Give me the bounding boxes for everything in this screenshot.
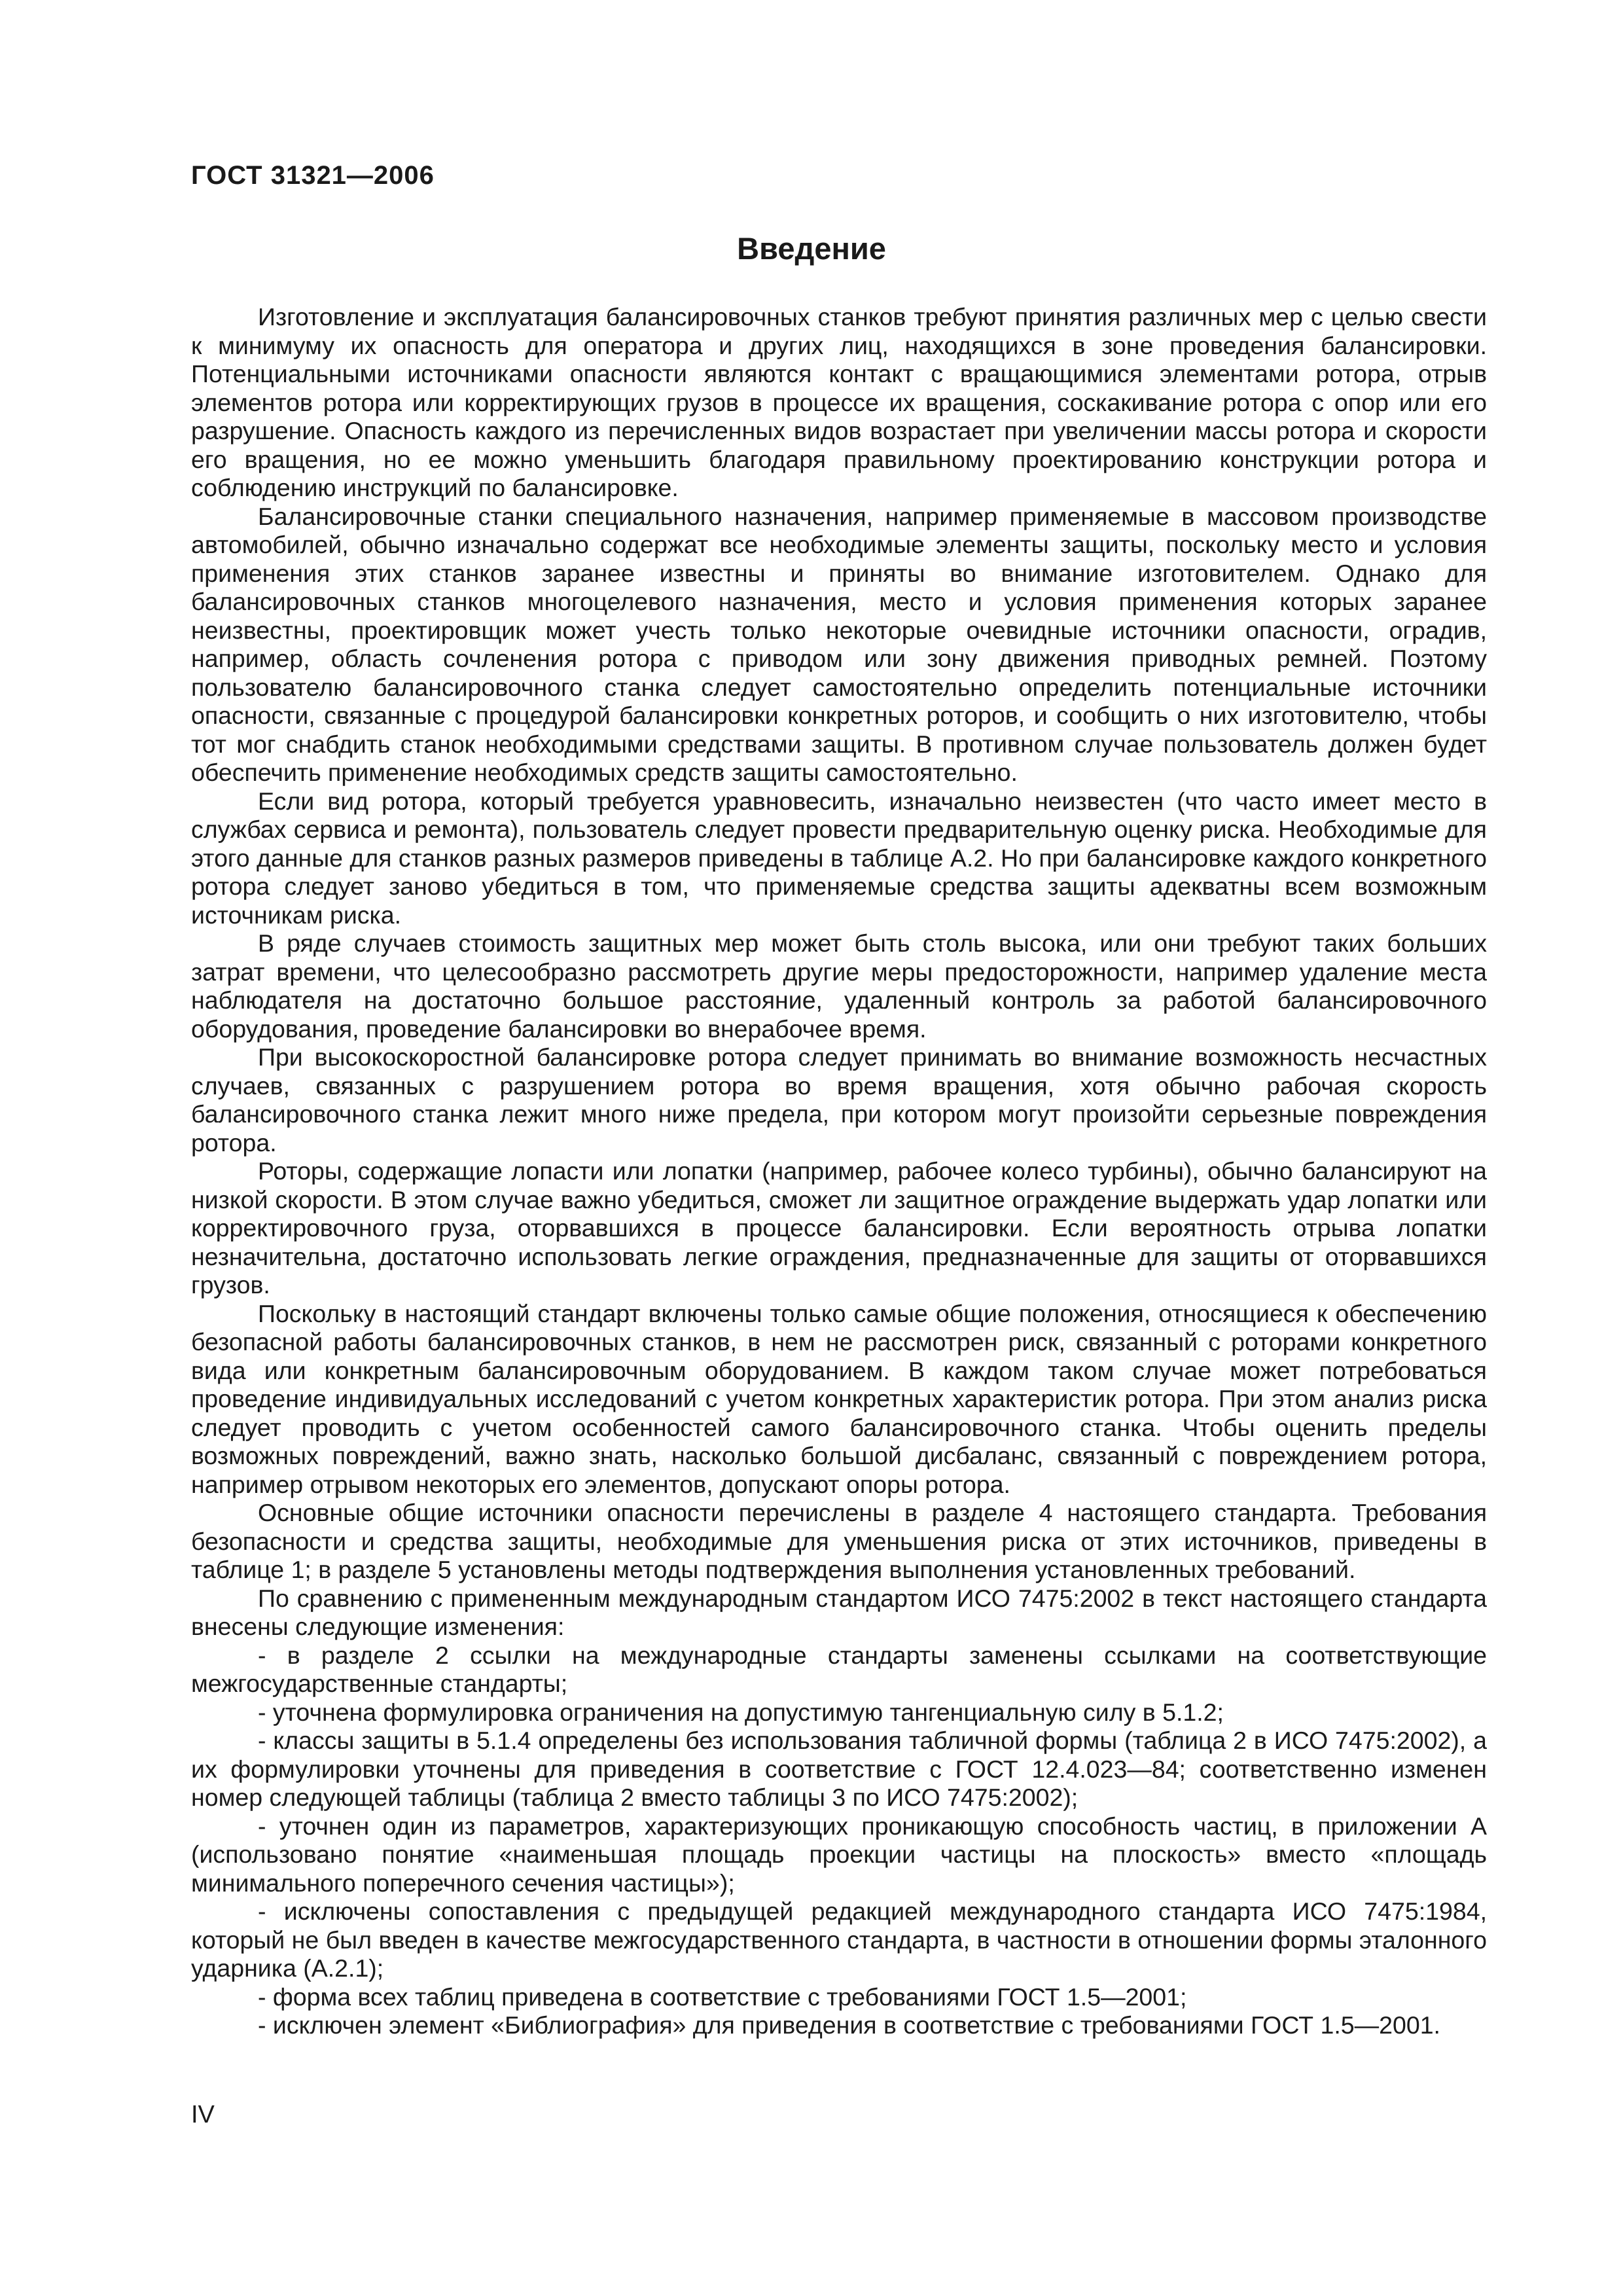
list-item: - уточнена формулировка ограничения на допустимую тангенциальную силу в 5.1.2; [258,1698,1224,1726]
list-item: - классы защиты в 5.1.4 определены без использования табличной формы (таблица 2 в ИСО 7475:2002), а их формулировки уточнены для приведения в соответствие с ГОСТ 12.4.023—84; соответственно изменен номер следующей таблицы (таблица 2 вместо таблицы 3 по ИСО 7475:2002); [191,1727,1487,1811]
paragraph: Если вид ротора, который требуется уравновесить, изначально неизвестен (что часто имеет место в службах сервиса и ремонта), пользователь следует провести предварительную оценку риска. Необходимые для этого данные для станков разных размеров приведены в таблице А.2. Но при балансировке каждого конкретного ротора следует заново убедиться в том, что применяемые средства защиты адекватны всем возможным источникам риска. [191,787,1487,929]
document-standard-code: ГОСТ 31321—2006 [191,161,435,190]
list-item: - форма всех таблиц приведена в соответствие с требованиями ГОСТ 1.5—2001; [258,1982,1187,2011]
paragraph: В ряде случаев стоимость защитных мер может быть столь высока, или они требуют таких больших затрат времени, что целесообразно рассмотреть другие меры предосторожности, например удаление места наблюдателя на достаточно большое расстояние, удаленный контроль за работой балансировочного оборудования, проведение балансировки во внерабочее время. [191,929,1487,1043]
list-item: - исключен элемент «Библиография» для приведения в соответствие с требованиями ГОСТ 1.5—2001. [258,2011,1440,2039]
paragraph: При высокоскоростной балансировке ротора следует принимать во внимание возможность несчастных случаев, связанных с разрушением ротора во время вращения, хотя обычно рабочая скорость балансировочного станка лежит много ниже предела, при котором могут произойти серьезные повреждения ротора. [191,1043,1487,1157]
paragraph: Балансировочные станки специального назначения, например применяемые в массовом производстве автомобилей, обычно изначально содержат все необходимые элементы защиты, поскольку место и условия применения этих станков заранее известны и приняты во внимание изготовителем. Однако для балансировочных станков многоцелевого назначения, место и условия применения которых заранее неизвестны, проектировщик может учесть только некоторые очевидные источники опасности, оградив, например, область сочленения ротора с приводом или зону движения приводных ремней. Поэтому пользователю балансировочного станка следует самостоятельно определить потенциальные источники опасности, связанные с процедурой балансировки конкретных роторов, и сообщить о них изготовителю, чтобы тот мог снабдить станок необходимыми средствами защиты. В противном случае пользователь должен будет обеспечить применение необходимых средств защиты самостоятельно. [191,502,1487,786]
list-item: - в разделе 2 ссылки на международные стандарты заменены ссылками на соответствующие межгосударственные стандарты; [191,1641,1487,1697]
paragraph: По сравнению с примененным международным стандартом ИСО 7475:2002 в текст настоящего стандарта внесены следующие изменения: [191,1584,1487,1640]
paragraph: Роторы, содержащие лопасти или лопатки (например, рабочее колесо турбины), обычно балансируют на низкой скорости. В этом случае важно убедиться, сможет ли защитное ограждение выдержать удар лопатки или корректировочного груза, оторвавшихся в процессе балансировки. Если вероятность отрыва лопатки незначительна, достаточно использовать легкие ограждения, предназначенные для защиты от оторвавшихся грузов. [191,1157,1487,1299]
list-item: - уточнен один из параметров, характеризующих проникающую способность частиц, в приложении А (использовано понятие «наименьшая площадь проекции частицы на плоскость» вместо «площадь минимального поперечного сечения частицы»); [191,1812,1487,1897]
section-title: Введение [737,231,886,266]
list-item: - исключены сопоставления с предыдущей редакцией международного стандарта ИСО 7475:1984, который не был введен в качестве межгосударственного стандарта, в частности в отношении формы эталонного ударника (А.2.1); [191,1897,1487,1982]
paragraph: Изготовление и эксплуатация балансировочных станков требуют принятия различных мер с целью свести к минимуму их опасность для оператора и других лиц, находящихся в зоне проведения балансировки. Потенциальными источниками опасности являются контакт с вращающимися элементами ротора, отрыв элементов ротора или корректирующих грузов в процессе их вращения, соскакивание ротора с опор или его разрушение. Опасность каждого из перечисленных видов возрастает при увеличении массы ротора и скорости его вращения, но ее можно уменьшить благодаря правильному проектированию конструкции ротора и соблюдению инструкций по балансировке. [191,303,1487,501]
paragraph: Поскольку в настоящий стандарт включены только самые общие положения, относящиеся к обеспечению безопасной работы балансировочных станков, в нем не рассмотрен риск, связанный с роторами конкретного вида или конкретным балансировочным оборудованием. В каждом таком случае может потребоваться проведение индивидуальных исследований с учетом конкретных характеристик ротора. При этом анализ риска следует проводить с учетом особенностей самого балансировочного станка. Чтобы оценить пределы возможных повреждений, важно знать, насколько большой дисбаланс, связанный с повреждением ротора, например отрывом некоторых его элементов, допускают опоры ротора. [191,1299,1487,1498]
paragraph: Основные общие источники опасности перечислены в разделе 4 настоящего стандарта. Требования безопасности и средства защиты, необходимые для уменьшения риска от этих источников, приведены в таблице 1; в разделе 5 установлены методы подтверждения выполнения установленных требований. [191,1499,1487,1583]
introduction-body [191,303,1487,2040]
page-number: IV [191,2101,215,2128]
